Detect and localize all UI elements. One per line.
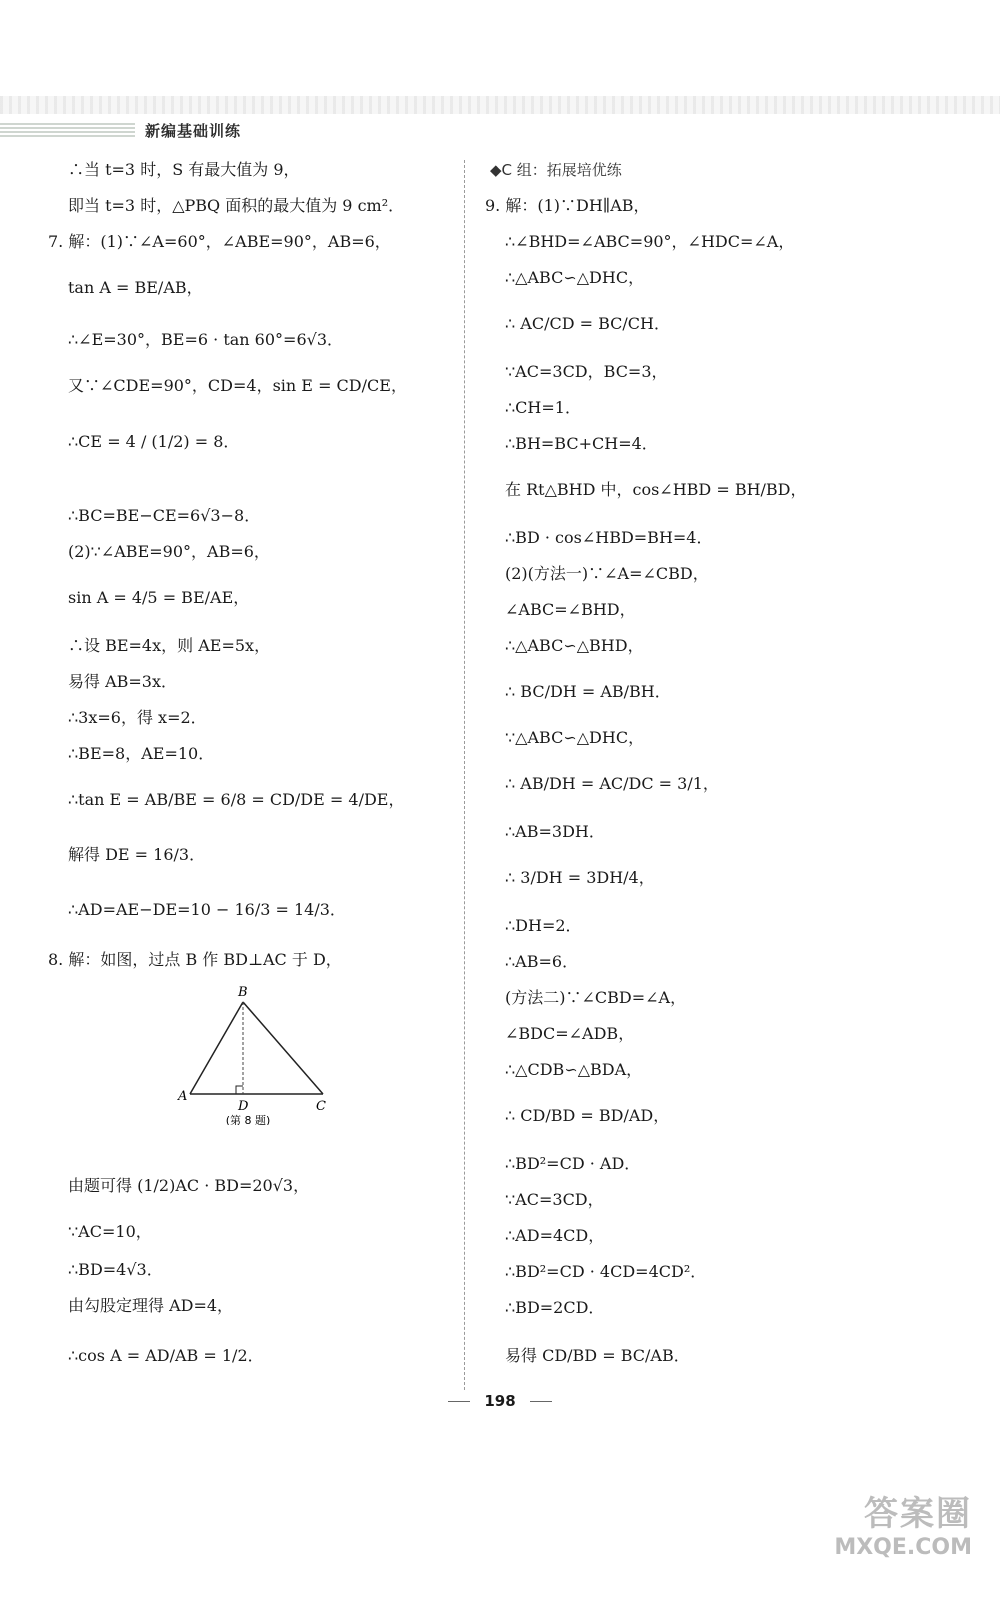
right-angle-mark	[236, 1086, 243, 1094]
left-line: ∴BC=BE−CE=6√3−8．	[68, 506, 261, 525]
left-line: ∴3x=6，得 x=2．	[68, 708, 207, 727]
label-a: A	[178, 1089, 188, 1104]
right-line: ∴AD=4CD，	[505, 1226, 605, 1245]
right-line: ∵AC=3CD，BC=3，	[505, 362, 668, 381]
left-line: ∴CE = 4 / (1/2) = 8．	[68, 432, 240, 451]
triangle-diagram	[168, 980, 328, 1125]
side-bc	[243, 1002, 323, 1094]
label-d: D	[238, 1099, 249, 1114]
left-line: 即当 t=3 时，△PBQ 面积的最大值为 9 cm²．	[68, 196, 405, 215]
right-line: ∴CH=1．	[505, 398, 581, 417]
right-line: ∴ AC/CD = BC/CH．	[505, 314, 670, 333]
left-line: 由勾股定理得 AD=4，	[68, 1296, 234, 1315]
right-line: 9. 解：(1)∵DH∥AB，	[485, 196, 650, 215]
right-line: ∴BD²=CD · AD．	[505, 1154, 641, 1173]
right-line: 易得 CD/BD = BC/AB．	[505, 1346, 690, 1365]
scan-top-band	[0, 96, 1000, 114]
right-line: ∴AB=6．	[505, 952, 579, 971]
figure-caption: (第 8 题)	[225, 1114, 271, 1125]
left-line: ∴tan E = AB/BE = 6/8 = CD/DE = 4/DE，	[68, 790, 405, 809]
section-heading: ◆C 组：拓展培优练	[490, 161, 622, 179]
left-line: 解得 DE = 16/3．	[68, 845, 206, 864]
right-line: ∴DH=2．	[505, 916, 582, 935]
side-ab	[190, 1002, 243, 1094]
label-b: B	[238, 985, 248, 1000]
page-footer	[0, 1392, 1000, 1410]
watermark-url: MXQE.COM	[834, 1535, 972, 1560]
page-number: 198	[484, 1392, 516, 1410]
right-line: ∴△CDB∽△BDA，	[505, 1060, 643, 1079]
left-line: 8. 解：如图，过点 B 作 BD⊥AC 于 D，	[48, 950, 342, 969]
left-line: 易得 AB=3x．	[68, 672, 178, 691]
left-line: ∴AD=AE−DE=10 − 16/3 = 14/3．	[68, 900, 346, 919]
right-line: ∠BDC=∠ADB，	[505, 1024, 635, 1043]
left-line: 又∵∠CDE=90°，CD=4，sin E = CD/CE，	[68, 376, 407, 395]
left-line: (2)∵∠ABE=90°，AB=6，	[68, 542, 270, 561]
left-line: 由题可得 (1/2)AC · BD=20√3，	[68, 1176, 310, 1195]
left-line: 7. 解：(1)∵∠A=60°，∠ABE=90°，AB=6，	[48, 232, 391, 251]
label-c: C	[316, 1099, 326, 1114]
left-line: ∵AC=10，	[68, 1222, 152, 1241]
right-line: ∴BD=2CD．	[505, 1298, 605, 1317]
right-line: ∴∠BHD=∠ABC=90°，∠HDC=∠A，	[505, 232, 795, 251]
footer-dash-right	[530, 1401, 552, 1402]
left-line: ∴BD=4√3．	[68, 1260, 163, 1279]
right-line: ∵AC=3CD，	[505, 1190, 604, 1209]
right-line: ∴△ABC∽△DHC，	[505, 268, 645, 287]
right-line: 在 Rt△BHD 中，cos∠HBD = BH/BD，	[505, 480, 807, 499]
left-line: ∴设 BE=4x，则 AE=5x，	[68, 636, 271, 655]
right-line: ∴AB=3DH．	[505, 822, 605, 841]
right-line: (方法二)∵∠CBD=∠A，	[505, 988, 687, 1007]
left-line: ∴BE=8，AE=10．	[68, 744, 215, 763]
left-line: ∴∠E=30°，BE=6 · tan 60°=6√3．	[68, 330, 343, 349]
triangle-svg	[168, 980, 328, 1125]
right-line: ∴BD²=CD · 4CD=4CD²．	[505, 1262, 707, 1281]
right-line: ∵△ABC∽△DHC，	[505, 728, 645, 747]
left-line: tan A = BE/AB，	[68, 278, 203, 297]
column-divider	[464, 160, 465, 1390]
watermark-logo-text: 答案圈	[864, 1494, 972, 1534]
right-line: ∴ BC/DH = AB/BH．	[505, 682, 671, 701]
page-header	[0, 118, 270, 142]
right-line: ∴BH=BC+CH=4．	[505, 434, 658, 453]
left-line: ∴cos A = AD/AB = 1/2．	[68, 1346, 264, 1365]
right-line: ∴△ABC∽△BHD，	[505, 636, 644, 655]
left-line: sin A = 4/5 = BE/AE，	[68, 588, 250, 607]
right-line: ∴ 3/DH = 3DH/4，	[505, 868, 655, 887]
right-line: ∴ CD/BD = BD/AD，	[505, 1106, 670, 1125]
left-line: ∴当 t=3 时，S 有最大值为 9，	[68, 160, 300, 179]
footer-dash-left	[448, 1401, 470, 1402]
header-stripes	[0, 123, 135, 137]
right-line: ∴ AB/DH = AC/DC = 3/1，	[505, 774, 719, 793]
header-title: 新编基础训练	[145, 121, 242, 140]
right-line: ∠ABC=∠BHD，	[505, 600, 636, 619]
right-line: (2)(方法一)∵∠A=∠CBD，	[505, 564, 709, 583]
watermark	[812, 1486, 972, 1560]
right-line: ∴BD · cos∠HBD=BH=4．	[505, 528, 713, 547]
